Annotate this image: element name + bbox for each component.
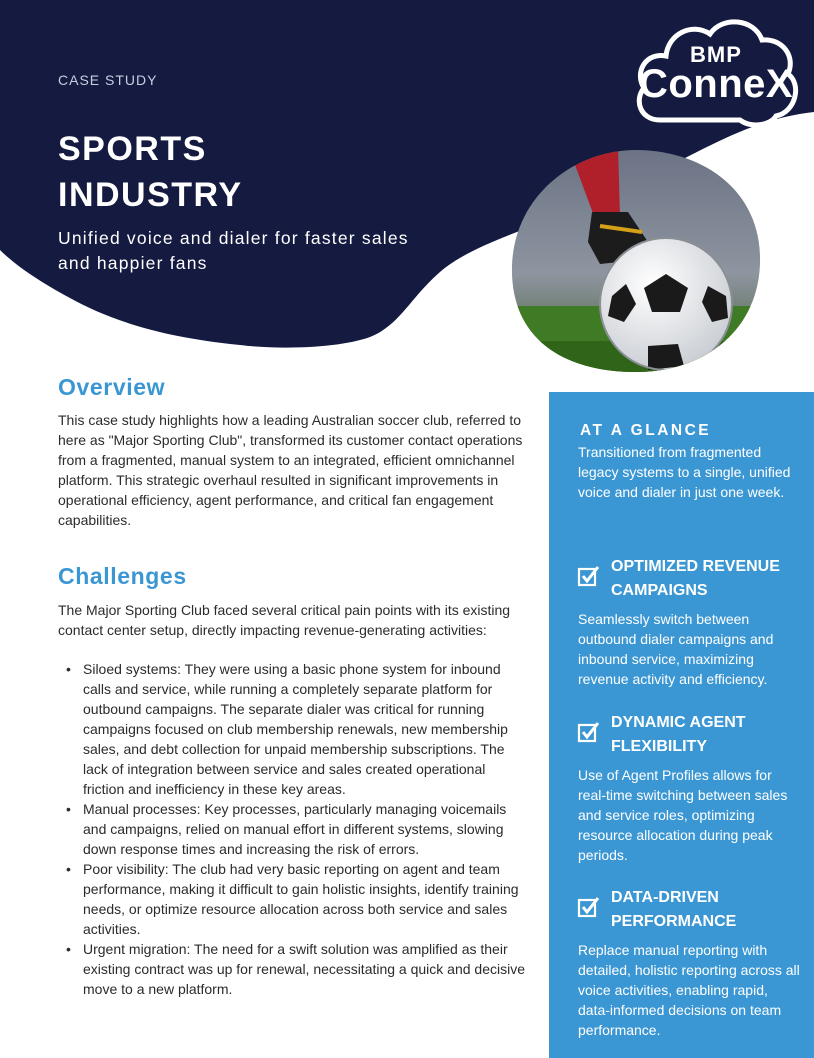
glance-summary: Transitioned from fragmented legacy systems to a single, unified voice and dialer in just one week. bbox=[578, 444, 791, 500]
feature-title-line: PERFORMANCE bbox=[611, 913, 737, 930]
feature-text-performance: Replace manual reporting with detailed, holistic reporting across all voice activities, enabling rapid, data-informed decisions on team performance. bbox=[578, 942, 800, 1038]
logo-text-bmp: BMP bbox=[690, 42, 742, 67]
feature-title-line: FLEXIBILITY bbox=[611, 738, 707, 755]
feature-text-flexibility: Use of Agent Profiles allows for real-time switching between sales and service roles, optimizing resource allocation during peak periods. bbox=[578, 767, 788, 863]
list-item: • Poor visibility: The club had very basic reporting on agent and team performance, making it difficult to gain holistic insights, identify training needs, or optimize resource allocation across both service and sales activities. bbox=[58, 859, 530, 939]
feature-title-line: DATA-DRIVEN bbox=[611, 889, 719, 906]
title-line-2: INDUSTRY bbox=[58, 176, 243, 214]
feature-title-flexibility bbox=[611, 711, 811, 759]
soccer-photo bbox=[508, 146, 764, 378]
logo-text-connex: ConneX bbox=[638, 62, 794, 106]
soccer-ball-image bbox=[508, 146, 764, 378]
subtitle-line-1: Unified voice and dialer for faster sales bbox=[58, 228, 409, 248]
checkbox-check-icon bbox=[577, 564, 601, 588]
title-line-1: SPORTS bbox=[58, 130, 207, 168]
overview-body: This case study highlights how a leading Australian soccer club, referred to here as "Major Sporting Club", transformed its customer contact operations from a fragmented, manual system to an integrated, efficient omnichannel platform. This strategic overhaul resulted in significant improvements in operational efficiency, agent performance, and critical fan engagement capabilities. bbox=[58, 412, 523, 528]
list-item: • Siloed systems: They were using a basic phone system for inbound calls and service, while running a completely separate platform for outbound campaigns. The separate dialer was critical for running campaigns focused on club membership renewals, new membership sales, and debt collection for unpaid membership subscriptions. The lack of integration between service and sales created operational friction and inefficiency in these key areas. bbox=[58, 659, 530, 799]
feature-title-line: DYNAMIC AGENT bbox=[611, 714, 746, 731]
list-item: • Manual processes: Key processes, particularly managing voicemails and campaigns, relied on manual effort in different systems, slowing down response times and increasing the risk of errors. bbox=[58, 799, 530, 859]
case-study-label: CASE STUDY bbox=[58, 72, 158, 88]
feature-title-revenue bbox=[611, 555, 811, 603]
challenges-intro: The Major Sporting Club faced several critical pain points with its existing contact center setup, directly impacting revenue-generating activities: bbox=[58, 602, 511, 638]
at-a-glance-panel bbox=[549, 392, 814, 1058]
feature-title-performance bbox=[611, 886, 811, 934]
feature-text-revenue: Seamlessly switch between outbound dialer campaigns and inbound service, maximizing revenue activity and efficiency. bbox=[578, 611, 774, 687]
feature-title-line: OPTIMIZED REVENUE bbox=[611, 558, 780, 575]
checkbox-check-icon bbox=[577, 720, 601, 744]
overview-heading: Overview bbox=[58, 374, 166, 400]
subtitle-line-2: and happier fans bbox=[58, 253, 208, 273]
feature-title-line: CAMPAIGNS bbox=[611, 582, 708, 599]
challenges-list bbox=[58, 659, 530, 999]
page-title bbox=[58, 126, 243, 218]
list-item: • Urgent migration: The need for a swift solution was amplified as their existing contract was up for renewal, necessitating a quick and decisive move to a new platform. bbox=[58, 939, 530, 999]
checkbox-check-icon bbox=[577, 895, 601, 919]
page-subtitle bbox=[58, 226, 478, 276]
challenges-heading: Challenges bbox=[58, 563, 187, 589]
glance-title: AT A GLANCE bbox=[580, 422, 712, 439]
bmp-connex-logo bbox=[630, 12, 802, 132]
